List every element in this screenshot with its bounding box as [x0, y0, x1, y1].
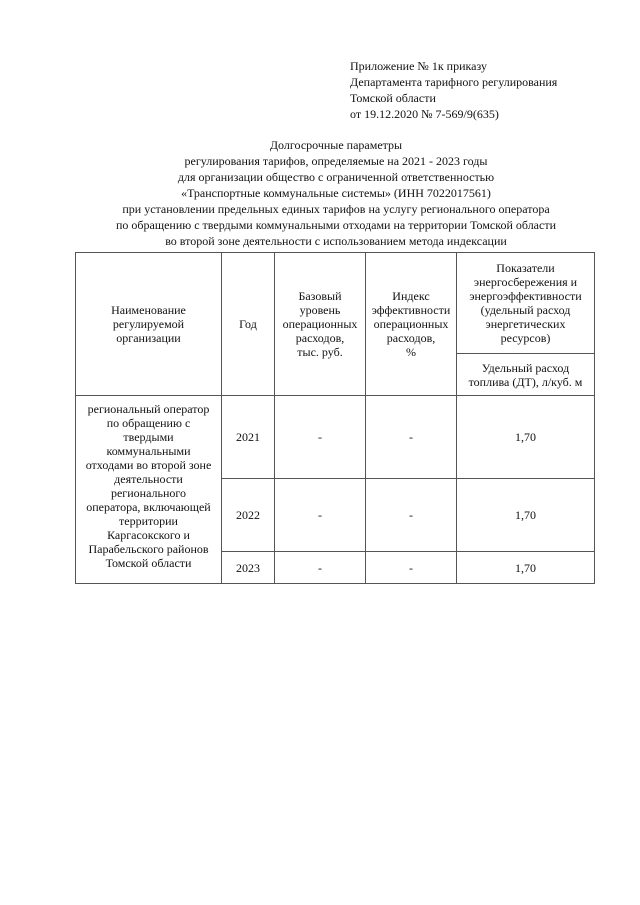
header-energy-indicators: Показатели энергосбережения и энергоэффективности (удельный расход энергетических ресурсов): [457, 253, 595, 354]
fuel-cell: 1,70: [457, 552, 595, 584]
title-line: Долгосрочные параметры: [269, 138, 403, 152]
title-line: для организации общество с ограниченной ответственностью: [177, 170, 495, 184]
appendix-line: Приложение № 1к приказу: [350, 59, 487, 73]
year-cell: 2021: [222, 396, 275, 479]
index-cell: -: [366, 396, 457, 479]
title-line: во второй зоне деятельности с использованием метода индексации: [165, 234, 507, 248]
header-efficiency-index: Индекс эффективности операционных расходов, %: [366, 253, 457, 396]
header-base-level: Базовый уровень операционных расходов, тыс. руб.: [275, 253, 366, 396]
base-cell: -: [275, 552, 366, 584]
header-row: [76, 253, 595, 354]
year-cell: 2023: [222, 552, 275, 584]
index-cell: -: [366, 479, 457, 552]
header-org: Наименование регулируемой организации: [76, 253, 222, 396]
table-row: [76, 396, 595, 479]
appendix-line: от 19.12.2020 № 7-569/9(635): [350, 107, 499, 121]
appendix-line: Департамента тарифного регулирования: [350, 75, 558, 89]
title-line: регулирования тарифов, определяемые на 2021 - 2023 годы: [184, 154, 488, 168]
header-year: Год: [222, 253, 275, 396]
parameters-table: [75, 252, 595, 584]
base-cell: -: [275, 479, 366, 552]
document-title: [76, 137, 596, 249]
fuel-cell: 1,70: [457, 396, 595, 479]
header-fuel-consumption: Удельный расход топлива (ДТ), л/куб. м: [457, 354, 595, 396]
fuel-cell: 1,70: [457, 479, 595, 552]
appendix-line: Томской области: [350, 91, 436, 105]
year-cell: 2022: [222, 479, 275, 552]
title-line: при установлении предельных единых тарифов на услугу регионального оператора: [122, 202, 550, 216]
index-cell: -: [366, 552, 457, 584]
title-line: по обращению с твердыми коммунальными отходами на территории Томской области: [115, 218, 556, 232]
org-name-cell: региональный оператор по обращению с твердыми коммунальными отходами во второй зоне деятельности регионального оператора, включающей территории Каргасокского и Парабельского районов Томской области: [76, 396, 222, 584]
appendix-block: [350, 58, 557, 122]
base-cell: -: [275, 396, 366, 479]
title-line: «Транспортные коммунальные системы» (ИНН 7022017561): [181, 186, 491, 200]
